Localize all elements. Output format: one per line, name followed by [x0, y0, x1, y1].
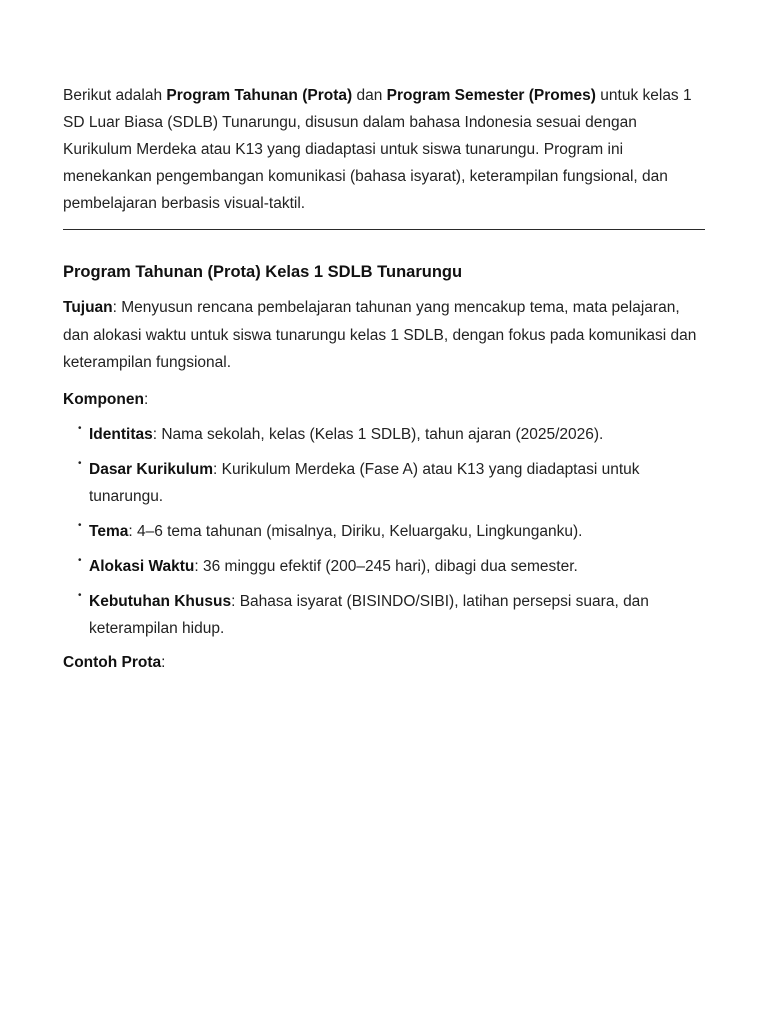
item-label: Tema [89, 522, 129, 540]
tujuan-label: Tujuan [63, 299, 113, 316]
intro-bold-prota: Program Tahunan (Prota) [166, 87, 353, 104]
contoh-prota-line [63, 650, 705, 676]
intro-text-2: dan [352, 87, 387, 104]
intro-text-3: untuk kelas 1 SD Luar Biasa (SDLB) Tunarungu, disusun dalam bahasa Indonesia sesuai dengan Kurikulum Merdeka atau K13 yang diadaptasi untuk siswa tunarungu. Program ini menekankan pengembangan komunikasi (bahasa isyarat), keterampilan fungsional, dan pembelajaran berbasis visual-taktil. [63, 87, 692, 212]
intro-bold-promes: Program Semester (Promes) [386, 87, 596, 104]
item-label: Alokasi Waktu [89, 557, 195, 575]
list-item-tema [63, 518, 705, 545]
list-item-dasar-kurikulum [63, 456, 705, 510]
bullet-icon: • [78, 589, 82, 601]
intro-text-1: Berikut adalah [63, 87, 167, 104]
bullet-icon: • [78, 554, 82, 566]
bullet-icon: • [78, 422, 82, 434]
item-label: Kebutuhan Khusus [89, 592, 232, 610]
komponen-colon: : [143, 390, 149, 408]
contoh-prota-label: Contoh Prota [63, 653, 162, 671]
list-item-kebutuhan-khusus [63, 588, 705, 642]
komponen-list [63, 421, 705, 642]
item-text: : 4–6 tema tahunan (misalnya, Diriku, Keluargaku, Lingkunganku). [128, 522, 583, 540]
komponen-label: Komponen [63, 390, 144, 408]
contoh-prota-colon: : [161, 653, 166, 671]
komponen-line [63, 387, 705, 413]
intro-paragraph [63, 82, 705, 217]
item-text: : Kurikulum Merdeka (Fase A) atau K13 yang diadaptasi untuk tunarungu. [89, 460, 640, 505]
item-label: Identitas [89, 425, 153, 443]
tujuan-text: : Menyusun rencana pembelajaran tahunan yang mencakup tema, mata pelajaran, dan alokasi waktu untuk siswa tunarungu kelas 1 SDLB, dengan fokus pada komunikasi dan keterampilan fungsional. [63, 299, 697, 371]
item-label: Dasar Kurikulum [89, 460, 214, 478]
bullet-icon: • [78, 457, 82, 469]
item-text: : 36 minggu efektif (200–245 hari), dibagi dua semester. [194, 557, 578, 575]
item-text: : Bahasa isyarat (BISINDO/SIBI), latihan persepsi suara, dan keterampilan hidup. [89, 592, 649, 637]
tujuan-paragraph [63, 294, 705, 377]
list-item-alokasi-waktu [63, 553, 705, 580]
bullet-icon: • [78, 519, 82, 531]
section-divider [63, 229, 705, 230]
prota-heading: Program Tahunan (Prota) Kelas 1 SDLB Tunarungu [63, 263, 463, 281]
list-item-identitas [63, 421, 705, 448]
item-text: : Nama sekolah, kelas (Kelas 1 SDLB), tahun ajaran (2025/2026). [152, 425, 604, 443]
